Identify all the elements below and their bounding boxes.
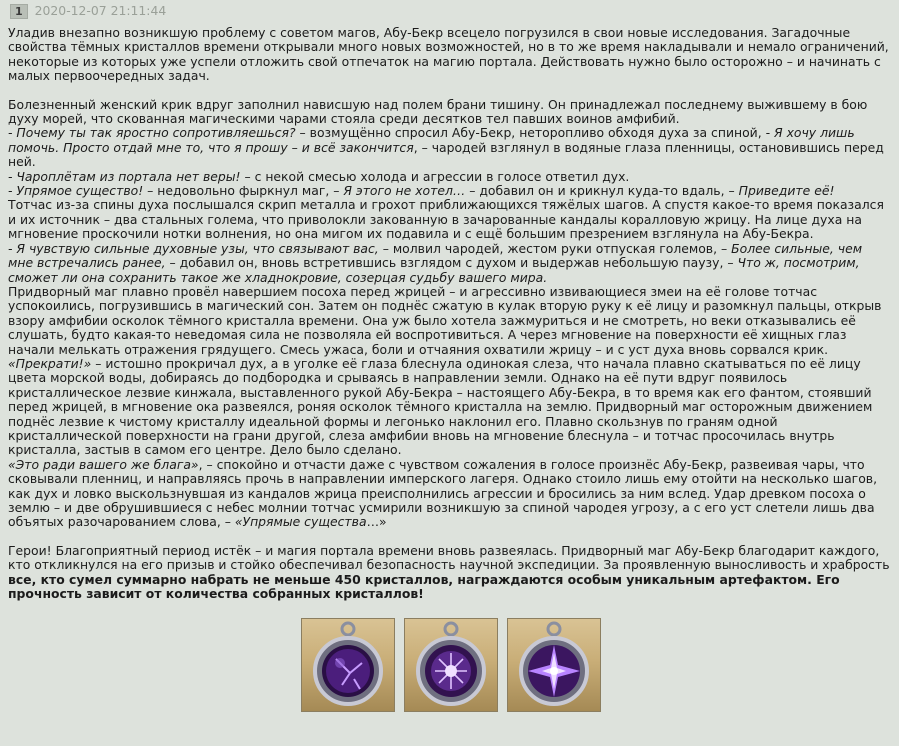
dialogue-quote: - Чароплётам из портала нет веры!: [8, 168, 241, 184]
post-body: [0, 22, 899, 712]
dialogue-line: [8, 242, 891, 285]
reward-bold-text: все, кто сумел суммарно набрать не меньше 450 кристаллов, награждаются особым уникальным артефактом. Его прочность зависит от количества собранных кристаллов!: [8, 571, 840, 602]
amulet-image: [302, 619, 394, 711]
dialogue-quote: «Это ради вашего же блага»: [8, 456, 199, 472]
cracked-crystal-amulet-icon[interactable]: [404, 618, 498, 712]
story-paragraph: Болезненный женский крик вдруг заполнил нависшую над полем брани тишину. Он принадлежал последнему выжившему в бою духу морей, что скованная магическими чарами стояла среди десятков тел павших воинов амфибий.: [8, 96, 868, 127]
dialogue-quote: - Упрямое существо!: [8, 183, 144, 199]
dialogue-line: [8, 458, 891, 530]
dialogue-quote: «Прекрати!»: [8, 355, 92, 371]
narration: – добавил он, вновь встретившись взглядом с духом и выдержав небольшую паузу,: [165, 255, 728, 271]
narration: – возмущённо спросил Абу-Бекр, неторопливо обходя духа за спиной,: [295, 125, 766, 141]
narration: – недовольно фыркнул маг,: [143, 183, 334, 199]
dialogue-line: [8, 126, 891, 169]
dialogue-quote: - Почему ты так яростно сопротивляешься?: [8, 125, 296, 141]
post-date: 2020-12-07 21:11:44: [34, 2, 167, 18]
dialogue-quote: – Я этого не хотел…: [333, 183, 466, 199]
story-paragraph: Тотчас из-за спины духа послышался скрип металла и грохот приближающихся тяжёлых шагов. А спустя какое-то время показался и их источник – два стальных голема, что приволокли закованную в зачарованные кандалы коралловую жрицу. На лице духа на мгновение проскочили нотки волнения, но она мигом их подавила и с ещё большим презрением взглянула на Абу-Бекра.: [8, 197, 884, 242]
dialogue-quote: – Более сильные, чем мне встречались ранее,: [8, 240, 863, 271]
intro-paragraph: Уладив внезапно возникшую проблему с советом магов, Абу-Бекр всецело погрузился в свои новые исследования. Загадочные свойства тёмных кристаллов времени открывали много новых возможностей, но в то же время накладывали и немало ограничений, некоторые из которых уже успели отложить свой отпечаток на магию портала. Действовать нужно было осторожно – и начинать с малых первоочередных задач.: [8, 25, 889, 84]
story-paragraph: Придворный маг плавно провёл навершием посоха перед жрицей – и агрессивно извивающиеся змеи на её голове тотчас успокоились, погрузившись в магический сон. Затем он поднёс сжатую в кулак вторую руку к её лицу и разомкнул пальцы, открыв взору амфибии осколок тёмного кристалла времени. Она уж было хотела зажмуриться и не смотреть, но веки отказывались её слушать, будто какая-то неведомая сила не позволяла ей воспротивиться. А через мгновение на поверхности её хищных глаз начали мелькать отражения грядущего. Смесь ужаса, боли и отчаяния охватили жрицу – и с уст духа вновь сорвался крик.: [8, 283, 882, 357]
dialogue-line: [8, 357, 891, 458]
dialogue-quote: «Упрямые существа: [234, 514, 367, 530]
dialogue-line: [8, 184, 891, 198]
narration: – добавил он и крикнул куда-то вдаль,: [465, 183, 729, 199]
reward-text: Герои! Благоприятный период истёк – и магия портала времени вновь развеялась. Придворный маг Абу-Бекр благодарит каждого, кто откликнулся на его призыв и стойко обеспечивал безопасность научной экспедиции. За проявленную выносливость и храбрость: [8, 542, 890, 573]
post-header: [0, 0, 899, 22]
post-number[interactable]: 1: [10, 4, 28, 19]
narration: – молвил чародей, жестом руки отпуская големов,: [378, 240, 721, 256]
amulet-image: [405, 619, 497, 711]
amulet-image: [508, 619, 600, 711]
dialogue-quote: – Что ж, посмотрим, сможет ли она сохранить такое же хладнокровие, созерцая судьбу вашего мира.: [8, 255, 860, 285]
dialogue-quote: – Приведите её!: [728, 183, 835, 199]
star-crystal-amulet-icon[interactable]: [507, 618, 601, 712]
narration: , – спокойно и отчасти даже с чувством сожаления в голосе произнёс Абу-Бекр, развеивая чары, что сковывали пленниц, и направляясь прочь в направлении имперского лагеря. Однако стоило лишь ему отойти на несколько шагов, как дух и ловко выскользнувшая из кандалов жрица преисполнились агрессии и бросились за ним вслед. Удар древком посоха о землю – и две обрушившиеся с небес молнии тотчас усмирили возникшую за спиной чародея угрозу, а с его уст слетели лишь два объятых разочарованием слова, –: [8, 456, 878, 530]
artifact-gallery: [8, 618, 891, 712]
narration: – истошно прокричал дух, а в уголке её глаза блеснула одинокая слеза, что начала плавно скатываться по её лицу цвета морской воды, добираясь до подбородка и срываясь в направлении земли. Однако на её пути вдруг появилось кристаллическое лезвие кинжала, выставленного рукой Абу-Бекра – настоящего Абу-Бекра, в то время как его фантом, стоявший перед жрицей, в мгновение ока развеялся, роняя осколок тёмного кристалла на землю. Придворный маг осторожным движением поднёс лезвие к чистому кристаллу идеальной формы и легонько наклонил его. Плавно скользнув по граням одной кристаллической поверхности на грани другой, слеза амфибии вновь на мгновение блеснула – и тотчас просочилась внутрь кристалла, застыв в самом его центре. Дело было сделано.: [8, 355, 873, 458]
narration: , – чародей взглянул в водяные глаза пленницы, остановившись перед ней.: [8, 139, 884, 170]
dialogue-quote: - Я чувствую сильные духовные узы, что связывают вас,: [8, 240, 379, 256]
story-block: [8, 98, 891, 530]
narration: – с некой смесью холода и агрессии в голосе ответил дух.: [240, 168, 630, 184]
dark-crystal-amulet-icon[interactable]: [301, 618, 395, 712]
narration: …»: [366, 514, 387, 530]
dialogue-quote: - Я хочу лишь помочь. Просто отдай мне то, что я прошу – и всё закончится: [8, 125, 855, 155]
reward-paragraph: [8, 544, 891, 602]
dialogue-line: [8, 170, 891, 184]
